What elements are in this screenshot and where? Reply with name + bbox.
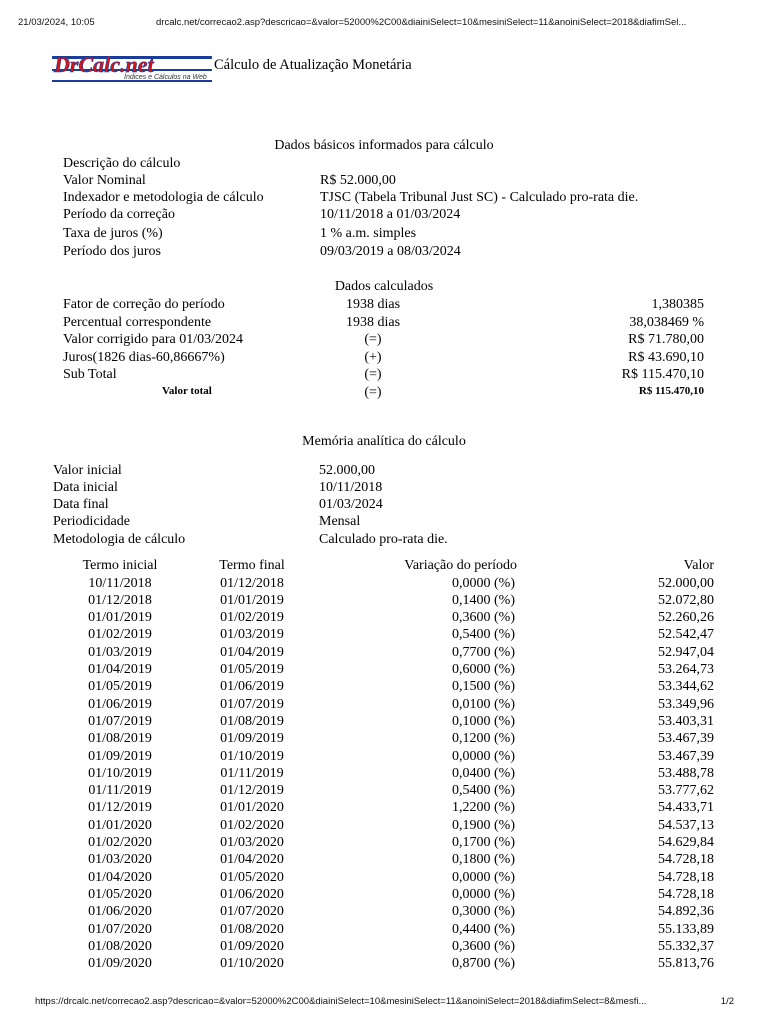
calc-mid: (=) [364,367,382,382]
calc-value: R$ 43.690,10 [628,350,704,365]
cell-termo-inicial: 01/05/2020 [88,886,152,902]
memory-label: Periodicidade [53,514,130,529]
cell-termo-final: 01/08/2019 [220,713,284,729]
cell-variacao: 0,8700 (%) [452,956,515,972]
cell-termo-inicial: 01/06/2020 [88,904,152,920]
cell-termo-final: 01/02/2020 [220,817,284,833]
cell-termo-inicial: 01/04/2020 [88,869,152,885]
cell-termo-inicial: 01/11/2019 [88,783,152,799]
basic-data-title: Dados básicos informados para cálculo [274,138,494,153]
memory-value: 52.000,00 [319,463,375,478]
calc-mid: (=) [364,332,382,347]
table-row [0,593,768,610]
calc-value: R$ 71.780,00 [628,332,704,347]
cell-variacao: 0,3600 (%) [452,610,515,626]
cell-termo-final: 01/10/2020 [220,956,284,972]
cell-termo-inicial: 01/08/2019 [88,731,152,747]
cell-termo-final: 01/11/2019 [220,765,284,781]
table-row [0,783,768,800]
basic-value: 09/03/2019 a 08/03/2024 [320,244,461,259]
cell-termo-final: 01/03/2020 [220,835,284,850]
cell-termo-inicial: 01/02/2019 [88,627,152,643]
total-value: R$ 115.470,10 [638,385,704,397]
total-row [0,385,768,402]
print-url[interactable]: drcalc.net/correcao2.asp?descricao=&valor=52000%2C00&diainiSelect=10&mesiniSelect=11&anoiniSelect=2018&diafimSel... [156,17,687,28]
table-row [0,749,768,766]
basic-label: Período da correção [63,207,175,222]
cell-variacao: 0,5400 (%) [452,627,515,643]
table-row [0,887,768,904]
cell-termo-inicial: 10/11/2018 [88,575,152,591]
cell-valor: 54.433,71 [658,800,714,816]
cell-termo-final: 01/08/2020 [220,921,284,937]
calc-row [0,297,768,314]
table-row [0,766,768,783]
calc-mid: 1938 dias [345,297,401,312]
cell-variacao: 0,4400 (%) [452,921,515,937]
calc-value: 38,038469 % [629,315,704,330]
cell-termo-inicial: 01/07/2019 [88,713,152,729]
cell-valor: 53.488,78 [658,765,714,781]
cell-termo-inicial: 01/12/2019 [88,800,152,816]
cell-variacao: 0,0000 (%) [452,575,515,591]
table-row [0,627,768,644]
cell-termo-inicial: 01/06/2019 [88,696,152,712]
page-title: Cálculo de Atualização Monetária [214,57,412,73]
cell-valor: 54.892,36 [658,904,714,920]
header-termo-inicial: Termo inicial [82,558,158,573]
cell-variacao: 0,0100 (%) [452,696,515,712]
cell-variacao: 0,5400 (%) [452,783,515,799]
calc-row [0,367,768,384]
table-row [0,939,768,956]
cell-valor: 52.260,26 [658,610,714,626]
calc-mid: (+) [364,350,382,365]
memory-title: Memória analítica do cálculo [302,434,466,449]
cell-termo-final: 01/10/2019 [220,748,284,764]
basic-value: 1 % a.m. simples [320,226,417,241]
cell-valor: 52.542,47 [658,627,714,643]
logo-wordmark: DrCalc.net [54,52,154,77]
cell-valor: 53.403,31 [658,713,714,729]
cell-termo-inicial: 01/01/2020 [88,817,152,833]
cell-variacao: 0,1700 (%) [452,835,515,850]
cell-valor: 53.467,39 [658,731,714,747]
memory-value: Calculado pro-rata die. [319,532,448,547]
cell-variacao: 0,0000 (%) [452,886,515,902]
table-row [0,870,768,887]
table-row [0,818,768,835]
table-row [0,904,768,921]
table-row [0,662,768,679]
cell-valor: 52.072,80 [658,592,714,608]
cell-termo-inicial: 01/05/2019 [88,679,152,695]
cell-termo-final: 01/07/2019 [220,696,284,712]
cell-variacao: 0,1800 (%) [452,852,515,868]
header-variacao: Variação do período [404,558,517,573]
memory-label: Valor inicial [53,463,122,478]
cell-termo-final: 01/05/2019 [220,662,284,677]
table-row [0,835,768,852]
print-timestamp: 21/03/2024, 10:05 [18,17,95,28]
cell-variacao: 1,2200 (%) [452,800,515,816]
calc-label: Sub Total [63,367,117,382]
cell-variacao: 0,3600 (%) [452,938,515,954]
memory-value: 10/11/2018 [319,480,383,495]
logo-tagline: Índices e Cálculos na Web [124,74,207,81]
cell-termo-inicial: 01/09/2019 [88,748,152,764]
cell-termo-final: 01/01/2020 [220,800,284,816]
basic-value: R$ 52.000,00 [320,173,396,188]
calc-label: Juros(1826 dias-60,86667%) [63,350,225,365]
table-row [0,714,768,731]
cell-termo-final: 01/12/2018 [220,575,284,591]
cell-valor: 54.728,18 [658,869,714,885]
basic-label: Taxa de juros (%) [63,226,163,241]
calc-value: R$ 115.470,10 [621,367,704,382]
table-row [0,731,768,748]
cell-variacao: 0,0000 (%) [452,869,515,885]
cell-termo-inicial: 01/04/2019 [88,662,152,677]
basic-value: 10/11/2018 a 01/03/2024 [320,207,461,222]
cell-termo-final: 01/01/2019 [220,592,284,608]
cell-termo-final: 01/09/2019 [220,731,284,747]
cell-variacao: 0,6000 (%) [452,662,515,677]
cell-variacao: 0,1000 (%) [452,713,515,729]
calc-value: 1,380385 [651,297,704,312]
calc-row [0,332,768,349]
calc-row [0,350,768,367]
basic-label: Período dos juros [63,244,161,259]
total-label: Valor total [162,385,212,397]
footer-url[interactable]: https://drcalc.net/correcao2.asp?descricao=&valor=52000%2C00&diainiSelect=10&mesiniSelect=11&anoiniSelect=2018&diafimSelect=8&mesfi... [35,996,647,1007]
cell-variacao: 0,1400 (%) [452,592,515,608]
cell-termo-final: 01/07/2020 [220,904,284,920]
cell-termo-final: 01/06/2019 [220,679,284,695]
memory-label: Metodologia de cálculo [53,532,186,547]
cell-valor: 54.629,84 [658,835,714,850]
cell-variacao: 0,3000 (%) [452,904,515,920]
header-valor: Valor [683,558,714,573]
header-termo-final: Termo final [219,558,285,573]
calc-mid: 1938 dias [345,315,401,330]
calculated-data-title: Dados calculados [334,279,434,294]
basic-label: Indexador e metodologia de cálculo [63,190,264,205]
cell-valor: 55.813,76 [658,956,714,972]
cell-valor: 53.777,62 [658,783,714,799]
cell-termo-final: 01/04/2020 [220,852,284,868]
calc-label: Valor corrigido para 01/03/2024 [63,332,244,347]
cell-variacao: 0,1200 (%) [452,731,515,747]
cell-termo-inicial: 01/07/2020 [88,921,152,937]
cell-valor: 55.332,37 [658,938,714,954]
cell-variacao: 0,0000 (%) [452,748,515,764]
table-row [0,679,768,696]
cell-termo-inicial: 01/10/2019 [88,765,152,781]
cell-termo-inicial: 01/01/2019 [88,610,152,626]
cell-termo-final: 01/12/2019 [220,783,284,799]
basic-label: Descrição do cálculo [63,156,181,171]
cell-termo-final: 01/09/2020 [220,938,284,954]
cell-valor: 53.344,62 [658,679,714,695]
cell-variacao: 0,1900 (%) [452,817,515,833]
table-row [0,697,768,714]
cell-termo-inicial: 01/09/2020 [88,956,152,972]
cell-valor: 52.000,00 [658,575,714,591]
table-header-row [0,558,768,575]
cell-valor: 53.467,39 [658,748,714,764]
memory-label: Data inicial [53,480,118,495]
cell-variacao: 0,1500 (%) [452,679,515,695]
memory-value: Mensal [319,514,361,529]
cell-termo-final: 01/04/2019 [220,644,284,660]
cell-termo-final: 01/05/2020 [220,869,284,885]
memory-label: Data final [53,497,109,512]
cell-valor: 55.133,89 [658,921,714,937]
page-number: 1/2 [720,996,734,1007]
cell-variacao: 0,0400 (%) [452,765,515,781]
cell-termo-final: 01/06/2020 [220,886,284,902]
cell-termo-inicial: 01/03/2020 [88,852,152,868]
cell-termo-inicial: 01/02/2020 [88,835,152,850]
basic-label: Valor Nominal [63,173,146,188]
table-row [0,645,768,662]
cell-termo-final: 01/03/2019 [220,627,284,643]
table-row [0,576,768,593]
drcalc-logo[interactable] [52,50,212,84]
calc-label: Fator de correção do período [63,297,225,312]
cell-termo-inicial: 01/03/2019 [88,644,152,660]
cell-termo-inicial: 01/12/2018 [88,592,152,608]
cell-variacao: 0,7700 (%) [452,644,515,660]
table-row [0,852,768,869]
cell-valor: 53.349,96 [658,696,714,712]
table-row [0,610,768,627]
table-row [0,922,768,939]
table-row [0,956,768,973]
table-row [0,800,768,817]
total-mid: (=) [364,385,382,400]
memory-value: 01/03/2024 [319,497,383,512]
basic-value: TJSC (Tabela Tribunal Just SC) - Calculado pro-rata die. [320,190,639,205]
cell-valor: 52.947,04 [658,644,714,660]
cell-valor: 54.728,18 [658,886,714,902]
cell-termo-final: 01/02/2019 [220,610,284,626]
calc-row [0,315,768,332]
cell-valor: 53.264,73 [658,662,714,677]
cell-valor: 54.537,13 [658,817,714,833]
cell-valor: 54.728,18 [658,852,714,868]
calc-label: Percentual correspondente [63,315,212,330]
cell-termo-inicial: 01/08/2020 [88,938,152,954]
